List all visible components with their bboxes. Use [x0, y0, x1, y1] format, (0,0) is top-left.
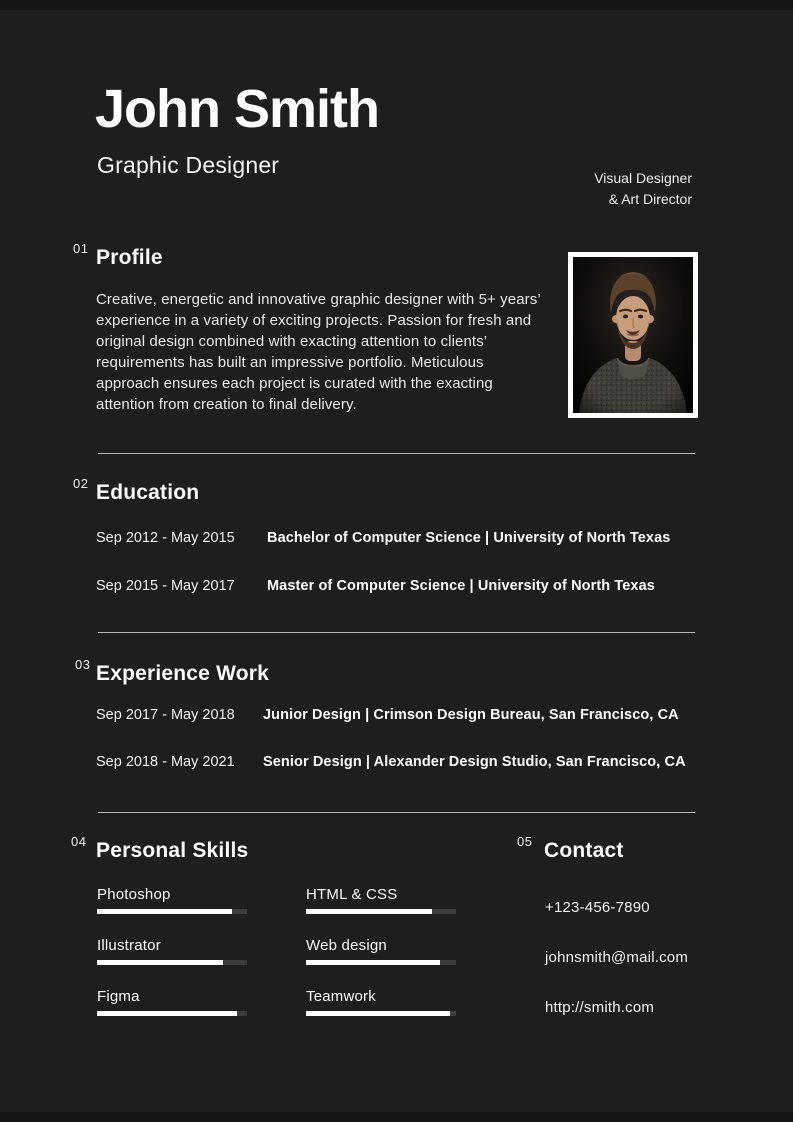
experience-dates: Sep 2018 - May 2021: [96, 754, 235, 770]
tagline-line-2: & Art Director: [608, 191, 692, 207]
job-title: Graphic Designer: [97, 152, 280, 178]
section-heading-profile: Profile: [96, 246, 163, 269]
education-dates: Sep 2015 - May 2017: [96, 578, 235, 594]
skill-progress-track: [306, 960, 456, 965]
skill-item: [306, 988, 456, 1016]
experience-role: Senior Design | Alexander Design Studio, San Francisco, CA: [263, 754, 686, 770]
tagline: [594, 168, 692, 210]
education-row: [96, 578, 716, 595]
skill-item: [97, 937, 247, 965]
section-heading-experience: Experience Work: [96, 662, 270, 685]
skills-column-right: [306, 886, 456, 1039]
skill-progress-fill: [306, 1011, 450, 1016]
skill-item: [97, 988, 247, 1016]
section-number-experience: 03: [75, 657, 91, 672]
skill-item: [306, 937, 456, 965]
contact-website: http://smith.com: [545, 999, 655, 1016]
section-number-skills: 04: [71, 834, 87, 849]
skill-item: [306, 886, 456, 914]
skill-progress-track: [97, 909, 247, 914]
section-divider: [98, 812, 695, 813]
education-degree: Master of Computer Science | University of North Texas: [267, 578, 655, 594]
skill-progress-track: [306, 1011, 456, 1016]
section-divider: [98, 632, 695, 633]
skills-column-left: [97, 886, 247, 1039]
section-heading-education: Education: [96, 481, 200, 504]
experience-dates: Sep 2017 - May 2018: [96, 707, 235, 723]
skill-progress-fill: [97, 960, 223, 965]
skill-label: Teamwork: [306, 988, 376, 1005]
contact-email: johnsmith@mail.com: [545, 949, 689, 966]
education-dates: Sep 2012 - May 2015: [96, 530, 235, 546]
skill-label: Illustrator: [97, 937, 161, 954]
skill-progress-fill: [306, 909, 432, 914]
bottom-edge-bar: [0, 1112, 793, 1122]
skill-progress-track: [97, 960, 247, 965]
contact-list: [545, 899, 688, 1049]
skill-progress-fill: [97, 909, 232, 914]
skill-label: Web design: [306, 937, 387, 954]
skill-label: Figma: [97, 988, 140, 1005]
portrait-photo: [568, 252, 698, 418]
tagline-line-1: Visual Designer: [594, 170, 692, 186]
skill-label: Photoshop: [97, 886, 171, 903]
section-heading-contact: Contact: [544, 839, 624, 862]
skill-progress-track: [97, 1011, 247, 1016]
section-number-profile: 01: [73, 241, 89, 256]
experience-row: [96, 707, 716, 724]
section-divider: [98, 453, 695, 454]
portrait-photo-illustration: [573, 257, 693, 413]
experience-row: [96, 754, 716, 771]
top-edge-bar: [0, 0, 793, 10]
person-name: John Smith: [95, 79, 379, 139]
skill-item: [97, 886, 247, 914]
skill-progress-fill: [306, 960, 440, 965]
education-row: [96, 530, 716, 547]
profile-summary-text: Creative, energetic and innovative graphic designer with 5+ years’ experience in a variety of exciting projects. Passion for fresh and original design combined with exacting attention to clients’ requirements has built an impressive portfolio. Meticulous approach ensures each project is curated with the exacting attention from creation to final delivery.: [96, 291, 541, 413]
section-heading-skills: Personal Skills: [96, 839, 249, 862]
contact-phone: +123-456-7890: [545, 899, 650, 916]
skill-progress-track: [306, 909, 456, 914]
section-number-contact: 05: [517, 834, 533, 849]
experience-role: Junior Design | Crimson Design Bureau, San Francisco, CA: [263, 707, 679, 723]
section-number-education: 02: [73, 476, 89, 491]
skill-label: HTML & CSS: [306, 886, 398, 903]
skill-progress-fill: [97, 1011, 237, 1016]
education-degree: Bachelor of Computer Science | University of North Texas: [267, 530, 671, 546]
